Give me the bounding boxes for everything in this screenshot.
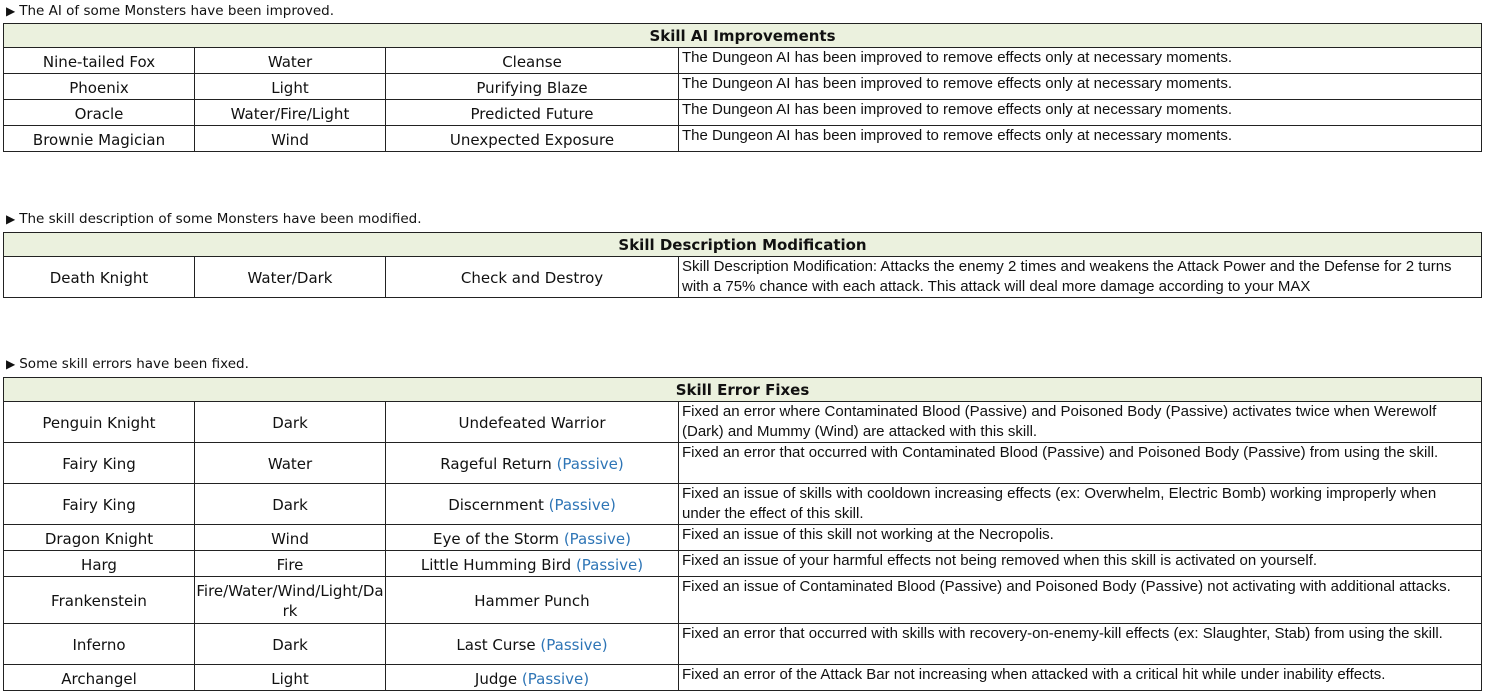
table-row — [4, 525, 1482, 551]
passive-tag: (Passive) — [521, 669, 590, 688]
skill-cell — [386, 551, 679, 577]
skill-cell — [386, 484, 679, 525]
skill-cell — [386, 443, 679, 484]
passive-tag: (Passive) — [556, 455, 624, 473]
skill-name: Undefeated Warrior — [458, 414, 606, 432]
table-row — [4, 100, 1482, 126]
table-row — [4, 624, 1482, 665]
description-cell: The Dungeon AI has been improved to remove effects only at necessary moments. — [679, 74, 1482, 100]
table-header: Skill AI Improvements — [4, 24, 1482, 48]
monster-cell: Dragon Knight — [4, 525, 195, 551]
monster-cell: Inferno — [4, 624, 195, 665]
description-cell: Fixed an issue of your harmful effects not being removed when this skill is activated on yourself. — [679, 551, 1482, 577]
skill-cell — [386, 577, 679, 624]
skill-name: Purifying Blaze — [476, 78, 588, 97]
monster-cell: Penguin Knight — [4, 402, 195, 443]
monster-cell: Fairy King — [4, 484, 195, 525]
table-row — [4, 443, 1482, 484]
description-cell: Fixed an error where Contaminated Blood (Passive) and Poisoned Body (Passive) activates twice when Werewolf (Dark) and Mummy (Wind) are attacked with this skill. — [679, 402, 1482, 443]
skill-cell — [386, 402, 679, 443]
description-cell: Fixed an issue of Contaminated Blood (Passive) and Poisoned Body (Passive) not activating with additional attacks. — [679, 577, 1482, 624]
attribute-cell: Light — [195, 74, 386, 100]
skill-description-table — [3, 232, 1482, 298]
skill-error-table — [3, 377, 1482, 691]
attribute-cell: Water/Dark — [195, 257, 386, 298]
description-cell: Fixed an issue of skills with cooldown increasing effects (ex: Overwhelm, Electric Bomb) working improperly when under the effect of this skill. — [679, 484, 1482, 525]
section-intro — [6, 356, 249, 372]
triangle-bullet-icon: ▶ — [6, 357, 16, 371]
passive-tag: (Passive) — [575, 555, 644, 574]
monster-cell: Archangel — [4, 665, 195, 691]
attribute-cell: Water — [195, 443, 386, 484]
monster-cell: Brownie Magician — [4, 126, 195, 152]
skill-name: Cleanse — [502, 52, 562, 71]
section-intro-text: The skill description of some Monsters have been modified. — [19, 211, 422, 227]
skill-cell — [386, 74, 679, 100]
monster-cell: Oracle — [4, 100, 195, 126]
table-row — [4, 48, 1482, 74]
skill-name: Discernment — [448, 496, 544, 514]
monster-cell: Frankenstein — [4, 577, 195, 624]
attribute-cell: Fire — [195, 551, 386, 577]
description-cell — [679, 257, 1482, 298]
attribute-cell: Water — [195, 48, 386, 74]
attribute-cell: Light — [195, 665, 386, 691]
description-cell: Fixed an error of the Attack Bar not increasing when attacked with a critical hit while under inability effects. — [679, 665, 1482, 691]
table-row — [4, 665, 1482, 691]
skill-cell — [386, 48, 679, 74]
table-row — [4, 402, 1482, 443]
description-cell: The Dungeon AI has been improved to remove effects only at necessary moments. — [679, 48, 1482, 74]
section-intro — [6, 211, 422, 227]
table-row — [4, 257, 1482, 298]
table-row — [4, 551, 1482, 577]
passive-tag: (Passive) — [563, 529, 631, 548]
table-row — [4, 126, 1482, 152]
attribute-cell: Dark — [195, 624, 386, 665]
monster-cell: Death Knight — [4, 257, 195, 298]
passive-tag: (Passive) — [540, 636, 608, 654]
skill-name: Rageful Return — [440, 455, 552, 473]
skill-cell — [386, 665, 679, 691]
attribute-cell: Wind — [195, 525, 386, 551]
description-cell: Fixed an error that occurred with skills with recovery-on-enemy-kill effects (ex: Slaughter, Stab) from using the skill. — [679, 624, 1482, 665]
skill-name: Unexpected Exposure — [449, 130, 615, 149]
skill-name: Judge — [474, 669, 518, 688]
description-cell: The Dungeon AI has been improved to remove effects only at necessary moments. — [679, 126, 1482, 152]
monster-cell: Fairy King — [4, 443, 195, 484]
triangle-bullet-icon: ▶ — [6, 212, 16, 226]
table-row — [4, 577, 1482, 624]
attribute-cell: Dark — [195, 484, 386, 525]
monster-cell: Nine-tailed Fox — [4, 48, 195, 74]
table-row — [4, 484, 1482, 525]
section-intro-text: The AI of some Monsters have been improved. — [19, 3, 335, 19]
skill-name: Little Humming Bird — [420, 555, 572, 574]
attribute-cell: Fire/Water/Wind/Light/Dark — [195, 577, 386, 624]
passive-tag: (Passive) — [548, 496, 616, 514]
monster-cell: Phoenix — [4, 74, 195, 100]
skill-name: Eye of the Storm — [432, 529, 560, 548]
table-header: Skill Description Modification — [4, 233, 1482, 257]
skill-name: Hammer Punch — [474, 592, 590, 610]
triangle-bullet-icon: ▶ — [6, 4, 16, 18]
skill-cell — [386, 624, 679, 665]
table-header: Skill Error Fixes — [4, 378, 1482, 402]
section-intro-text: Some skill errors have been fixed. — [19, 356, 249, 372]
description-cell: The Dungeon AI has been improved to remove effects only at necessary moments. — [679, 100, 1482, 126]
skill-cell — [386, 525, 679, 551]
skill-ai-table — [3, 23, 1482, 152]
section-intro — [6, 3, 334, 19]
attribute-cell: Dark — [195, 402, 386, 443]
skill-name: Last Curse — [456, 636, 536, 654]
description-text: Skill Description Modification: Attacks the enemy 2 times and weakens the Attack Power and the Defense for 2 turns with a 75% chance with each attack. This attack will deal more damage according to your MAX — [682, 258, 1452, 295]
description-cell: Fixed an error that occurred with Contaminated Blood (Passive) and Poisoned Body (Passive) from using the skill. — [679, 443, 1482, 484]
skill-cell — [386, 257, 679, 298]
description-cell: Fixed an issue of this skill not working at the Necropolis. — [679, 525, 1482, 551]
skill-cell — [386, 100, 679, 126]
skill-name: Predicted Future — [470, 104, 594, 123]
attribute-cell: Wind — [195, 126, 386, 152]
attribute-cell: Water/Fire/Light — [195, 100, 386, 126]
monster-cell: Harg — [4, 551, 195, 577]
skill-cell — [386, 126, 679, 152]
skill-name: Check and Destroy — [460, 269, 604, 287]
table-row — [4, 74, 1482, 100]
